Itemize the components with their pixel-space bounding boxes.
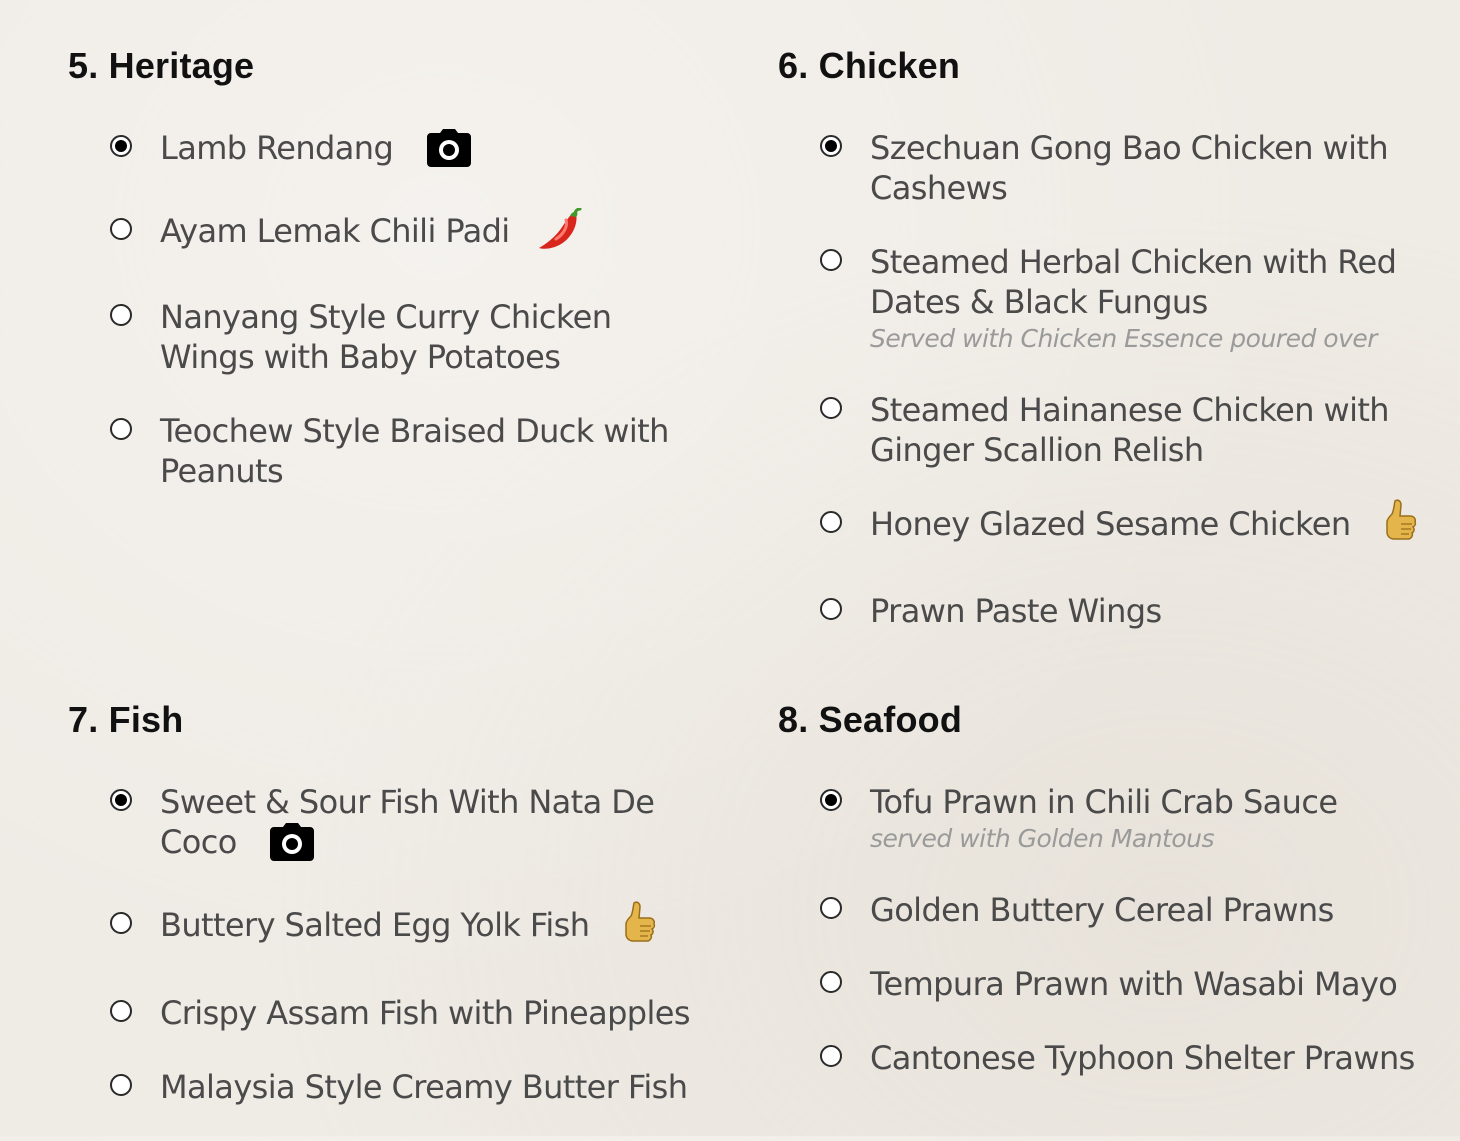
radio-button[interactable] [110, 912, 132, 934]
radio-button[interactable] [820, 397, 842, 419]
dish-option[interactable] [778, 390, 1418, 470]
dish-label[interactable]: Ayam Lemak Chili Padi [160, 212, 510, 251]
dish-options-list [68, 128, 708, 491]
dish-label[interactable]: Cantonese Typhoon Shelter Prawns [870, 1039, 1415, 1077]
radio-button[interactable] [110, 1074, 132, 1096]
radio-button[interactable] [110, 135, 132, 157]
radio-button[interactable] [110, 418, 132, 440]
camera-icon[interactable] [269, 822, 315, 867]
dish-label[interactable]: Lamb Rendang [160, 129, 394, 167]
dish-note: Served with Chicken Essence poured over [870, 324, 1378, 353]
thumbs-up-icon [622, 900, 656, 953]
dish-label[interactable]: Golden Buttery Cereal Prawns [870, 891, 1334, 929]
dish-option[interactable] [68, 993, 708, 1033]
dish-label[interactable]: Szechuan Gong Bao Chicken with Cashews [870, 129, 1389, 207]
dish-options-list [778, 782, 1418, 1078]
dish-label[interactable]: Malaysia Style Creamy Butter Fish [160, 1067, 688, 1106]
dish-option[interactable] [68, 905, 708, 958]
dish-label[interactable]: Buttery Salted Egg Yolk Fish [160, 906, 590, 945]
dish-label[interactable]: Steamed Herbal Chicken with Red Dates & Black Fungus [870, 243, 1397, 321]
chili-icon [536, 208, 582, 257]
dish-option[interactable] [68, 211, 708, 262]
section-heritage [68, 44, 708, 525]
dish-option[interactable] [778, 591, 1418, 631]
dish-option[interactable] [68, 297, 708, 377]
dish-option[interactable] [778, 964, 1418, 1004]
dish-option[interactable] [778, 890, 1418, 930]
section-chicken [778, 44, 1418, 665]
section-fish [68, 698, 708, 1141]
section-title: 8. Seafood [778, 699, 963, 740]
radio-button[interactable] [110, 218, 132, 240]
section-seafood [778, 698, 1418, 1112]
dish-label[interactable]: Nanyang Style Curry Chicken Wings with Baby Potatoes [160, 297, 612, 376]
dish-option[interactable] [68, 411, 708, 491]
thumbs-up-icon [1383, 498, 1417, 551]
dish-option[interactable] [778, 504, 1418, 557]
dish-label[interactable]: Tempura Prawn with Wasabi Mayo [870, 965, 1398, 1003]
radio-button[interactable] [110, 304, 132, 326]
dish-note: served with Golden Mantous [870, 824, 1215, 853]
dish-options-list [68, 782, 708, 1107]
dish-option[interactable] [68, 782, 708, 871]
section-title: 5. Heritage [68, 45, 255, 86]
dish-label[interactable]: Honey Glazed Sesame Chicken [870, 505, 1351, 543]
radio-button[interactable] [820, 789, 842, 811]
radio-button[interactable] [820, 971, 842, 993]
section-title: 7. Fish [68, 699, 184, 740]
dish-label[interactable]: Prawn Paste Wings [870, 592, 1162, 631]
dish-label[interactable]: Sweet & Sour Fish With Nata De Coco [160, 783, 655, 861]
section-title: 6. Chicken [778, 45, 961, 86]
dish-label[interactable]: Steamed Hainanese Chicken with Ginger Scallion Relish [870, 391, 1389, 469]
dish-options-list [778, 128, 1418, 631]
dish-label[interactable]: Crispy Assam Fish with Pineapples [160, 993, 690, 1032]
radio-button[interactable] [820, 511, 842, 533]
radio-button[interactable] [110, 1000, 132, 1022]
radio-button[interactable] [820, 249, 842, 271]
dish-option[interactable] [778, 242, 1418, 356]
camera-icon[interactable] [426, 128, 472, 173]
radio-button[interactable] [820, 135, 842, 157]
radio-button[interactable] [110, 789, 132, 811]
dish-label[interactable]: Teochew Style Braised Duck with Peanuts [160, 411, 669, 490]
dish-option[interactable] [68, 128, 708, 177]
dish-option[interactable] [778, 1038, 1418, 1078]
dish-option[interactable] [778, 782, 1418, 856]
dish-option[interactable] [778, 128, 1418, 208]
radio-button[interactable] [820, 897, 842, 919]
dish-option[interactable] [68, 1067, 708, 1107]
radio-button[interactable] [820, 598, 842, 620]
dish-label[interactable]: Tofu Prawn in Chili Crab Sauce [870, 783, 1338, 821]
radio-button[interactable] [820, 1045, 842, 1067]
